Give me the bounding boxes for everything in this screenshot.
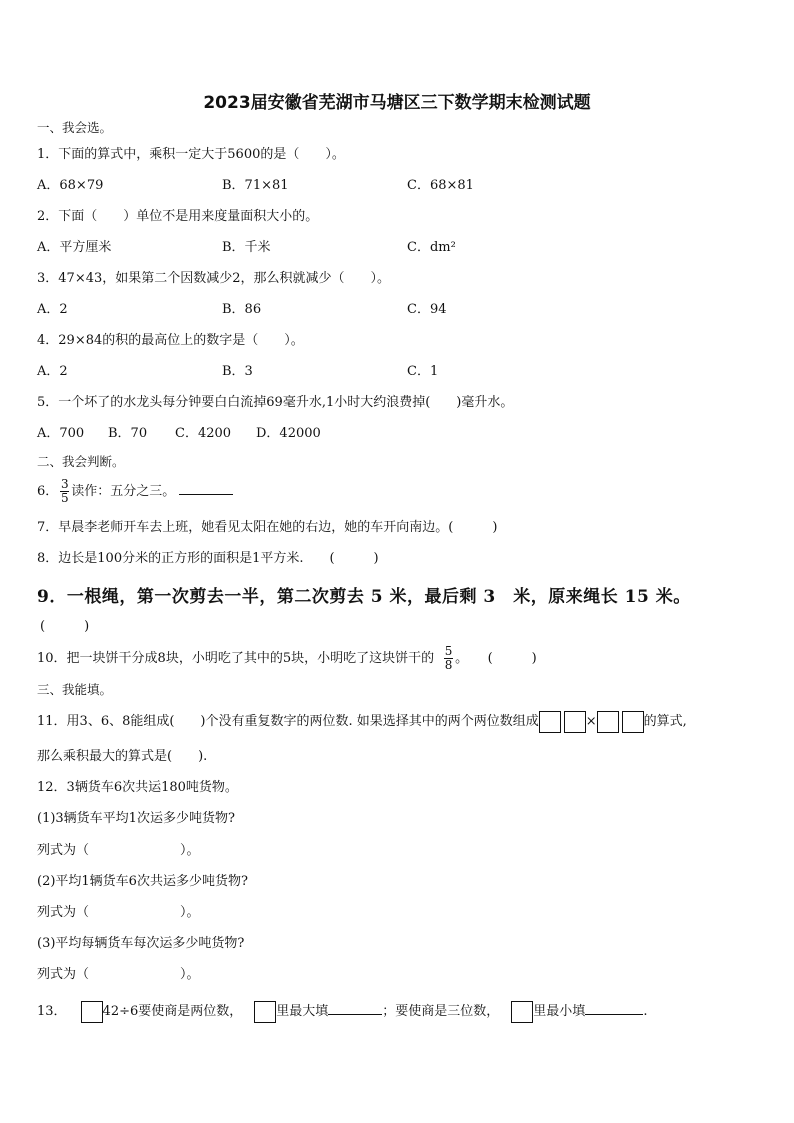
q12-part-2-answer[interactable]: 列式为（ ）。 [37,905,200,920]
q6-number: 6． [37,484,59,499]
question-3: 3．47×43，如果第二个因数减少2，那么积就减少（ ）。 [37,271,391,286]
question-7: 7．早晨李老师开车去上班，她看见太阳在她的右边，她的车开向南边。( ) [37,520,498,535]
q11-digit-box-2[interactable] [564,711,586,733]
q13-box-1[interactable] [81,1001,103,1023]
q13-end: . [643,1004,648,1019]
q4-option-b[interactable]: B．3 [222,364,253,379]
q12-part-3-question: (3)平均每辆货车每次运多少吨货物? [37,936,245,951]
q11-line-2: 那么乘积最大的算式是( ). [37,749,208,764]
q12-part-1-question: (1)3辆货车平均1次运多少吨货物? [37,811,235,826]
q13-text-a: 42÷6要使商是两位数， [102,1004,243,1019]
q11-digit-box-1[interactable] [539,711,561,733]
question-1: 1．下面的算式中，乘积一定大于5600的是（ ）。 [37,147,345,162]
q13-blank-2[interactable] [585,1001,643,1015]
q10-tail: 。 ( ) [455,651,537,666]
q3-option-c[interactable]: C．94 [407,302,447,317]
q10-fraction-numerator: 5 [444,644,453,658]
q11-digit-box-3[interactable] [597,711,619,733]
page-title: 2023届安徽省芜湖市马塘区三下数学期末检测试题 [203,93,591,113]
question-2: 2．下面（ ）单位不是用来度量面积大小的。 [37,209,319,224]
q11-digit-box-4[interactable] [622,711,644,733]
question-13 [37,999,647,1025]
q4-option-c[interactable]: C．1 [407,364,439,379]
q1-option-c[interactable]: C．68×81 [407,178,474,193]
q5-option-a[interactable]: A．700 [37,426,85,441]
q13-blank-1[interactable] [328,1001,382,1015]
q10-fraction [444,645,453,672]
q11-text-a: 11．用3、6、8能组成( )个没有重复数字的两位数. 如果选择其中的两个两位数组成 [37,714,539,729]
q4-option-a[interactable]: A．2 [37,364,68,379]
q1-option-a[interactable]: A．68×79 [37,178,104,193]
q6-fraction-numerator: 3 [60,477,69,491]
q6-fraction [60,478,69,505]
q12-part-3-answer[interactable]: 列式为（ ）。 [37,967,200,982]
q2-option-a[interactable]: A．平方厘米 [37,240,112,255]
q6-text: 读作：五分之三。 [71,484,176,499]
q11-times-sign: × [585,714,597,729]
q13-box-3[interactable] [511,1001,533,1023]
q13-text-d: 里最小填 [533,1004,586,1019]
question-9: 9．一根绳，第一次剪去一半，第二次剪去 5 米，最后剩 3 米，原来绳长 15 米。 [37,587,691,607]
q2-option-b[interactable]: B．千米 [222,240,271,255]
q3-option-a[interactable]: A．2 [37,302,68,317]
q13-text-b: 里最大填 [276,1004,329,1019]
q13-number: 13． [37,1004,67,1019]
section-heading-fill: 三、我能填。 [37,682,113,697]
q10-text: 10．把一块饼干分成8块，小明吃了其中的5块，小明吃了这块饼干的 [37,651,435,666]
q12-part-1-answer[interactable]: 列式为（ ）。 [37,843,200,858]
q1-option-b[interactable]: B．71×81 [222,178,289,193]
q9-answer-paren[interactable]: ( ) [40,619,90,634]
q10-fraction-denominator: 8 [444,658,453,672]
section-heading-judge: 二、我会判断。 [37,454,125,469]
section-heading-choice: 一、我会选。 [37,120,113,135]
question-4: 4．29×84的积的最高位上的数字是（ ）。 [37,333,304,348]
question-11 [37,708,687,736]
q11-text-b: 的算式, [643,714,687,729]
question-8: 8．边长是100分米的正方形的面积是1平方米. ( ) [37,551,379,566]
q13-text-c: ；要使商是三位数， [382,1004,500,1019]
q5-option-b[interactable]: B．70 [108,426,148,441]
question-5: 5．一个坏了的水龙头每分钟要白白流掉69毫升水,1小时大约浪费掉( )毫升水。 [37,395,514,410]
q3-option-b[interactable]: B．86 [222,302,262,317]
q6-answer-blank[interactable] [179,481,233,495]
q2-option-c[interactable]: C．dm² [407,240,456,255]
question-12: 12．3辆货车6次共运180吨货物。 [37,780,238,795]
q13-box-2[interactable] [254,1001,276,1023]
question-10 [37,642,537,676]
q12-part-2-question: (2)平均1辆货车6次共运多少吨货物? [37,874,248,889]
q5-option-d[interactable]: D．42000 [256,426,321,441]
question-6 [37,474,233,510]
q6-fraction-denominator: 5 [60,491,69,505]
q5-option-c[interactable]: C．4200 [175,426,232,441]
